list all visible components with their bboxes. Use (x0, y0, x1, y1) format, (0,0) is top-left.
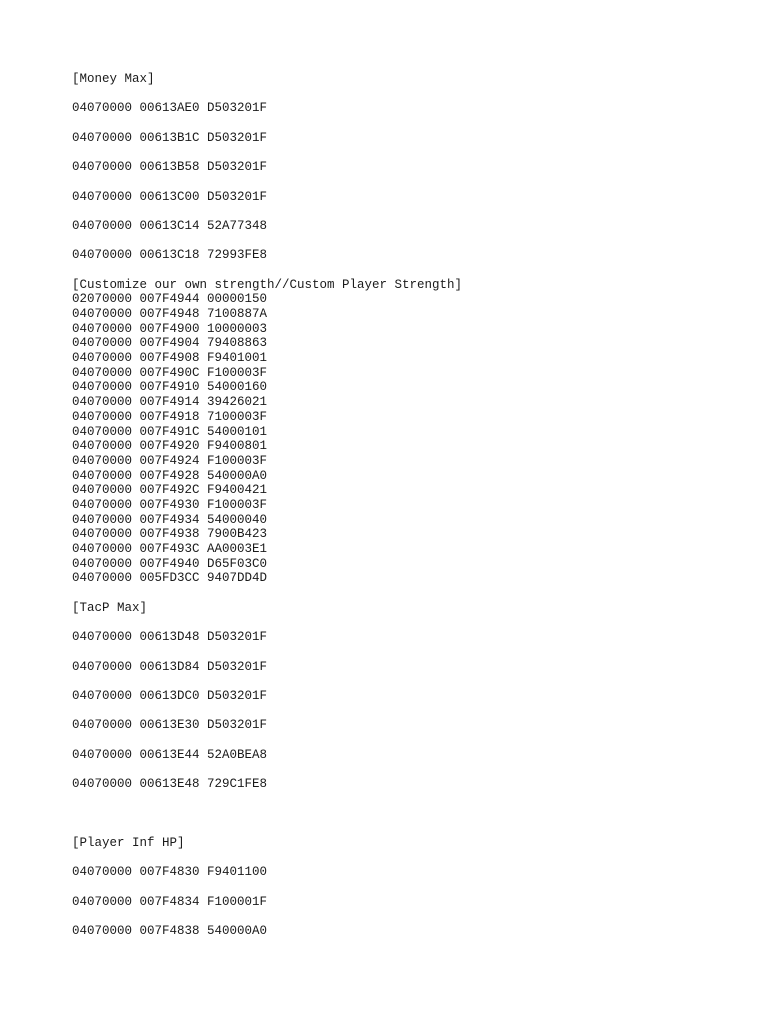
code-line: 04070000 007F4920 F9400801 (72, 439, 268, 454)
code-line: 04070000 007F4948 7100887A (72, 307, 268, 321)
code-line: 04070000 007F4908 F9401001 (72, 351, 268, 366)
code-line: 04070000 007F493C AA0003E1 (72, 542, 268, 556)
code-line: 04070000 007F4900 10000003 (72, 321, 268, 336)
code-line: 02070000 007F4944 00000150 (72, 292, 268, 307)
code-line: 04070000 007F4830 F9401100 (72, 865, 268, 880)
code-line: 04070000 007F4934 54000040 (72, 512, 268, 527)
code-line: 04070000 00613AE0 D503201F (72, 101, 268, 116)
code-line: 04070000 007F490C F100003F (72, 365, 268, 380)
section-player-inf-hp (72, 836, 752, 939)
code-line: 04070000 007F4928 540000A0 (72, 468, 268, 483)
code-line: 04070000 00613D48 D503201F (72, 630, 268, 645)
code-line: 04070000 007F4914 39426021 (72, 395, 268, 410)
code-line: 04070000 00613C18 72993FE8 (72, 248, 268, 263)
section-custom-strength (72, 278, 752, 601)
code-line: 04070000 007F491C 54000101 (72, 424, 268, 439)
code-line: 04070000 00613E44 52A0BEA8 (72, 747, 268, 762)
code-line: 04070000 007F4910 54000160 (72, 380, 268, 395)
section-money-max (72, 72, 752, 278)
code-line: 04070000 00613DC0 D503201F (72, 688, 268, 703)
code-line: 04070000 00613B58 D503201F (72, 160, 268, 175)
code-line: 04070000 007F4924 F100003F (72, 453, 268, 468)
code-line: 04070000 00613B1C D503201F (72, 130, 268, 145)
section-header: [Player Inf HP] (72, 835, 185, 850)
code-line: 04070000 007F4918 7100003F (72, 409, 268, 424)
cheat-code-document (72, 72, 752, 939)
section-header: [TacP Max] (72, 600, 148, 615)
section-header: [Customize our own strength//Custom Player Strength] (72, 277, 463, 292)
code-line: 04070000 007F4838 540000A0 (72, 923, 268, 938)
code-line: 04070000 00613D84 D503201F (72, 659, 268, 674)
section-header: [Money Max] (72, 72, 155, 86)
code-line: 04070000 007F4904 79408863 (72, 336, 268, 351)
code-line: 04070000 007F4938 7900B423 (72, 527, 268, 542)
code-line: 04070000 00613E48 729C1FE8 (72, 777, 268, 791)
code-line: 04070000 00613C14 52A77348 (72, 218, 268, 233)
code-line: 04070000 007F492C F9400421 (72, 483, 268, 498)
code-line: 04070000 007F4930 F100003F (72, 497, 268, 512)
code-line: 04070000 005FD3CC 9407DD4D (72, 571, 268, 586)
code-line: 04070000 00613C00 D503201F (72, 189, 268, 204)
code-line: 04070000 00613E30 D503201F (72, 718, 268, 733)
code-line: 04070000 007F4940 D65F03C0 (72, 556, 268, 571)
section-tacp-max (72, 601, 752, 836)
code-line: 04070000 007F4834 F100001F (72, 894, 268, 909)
